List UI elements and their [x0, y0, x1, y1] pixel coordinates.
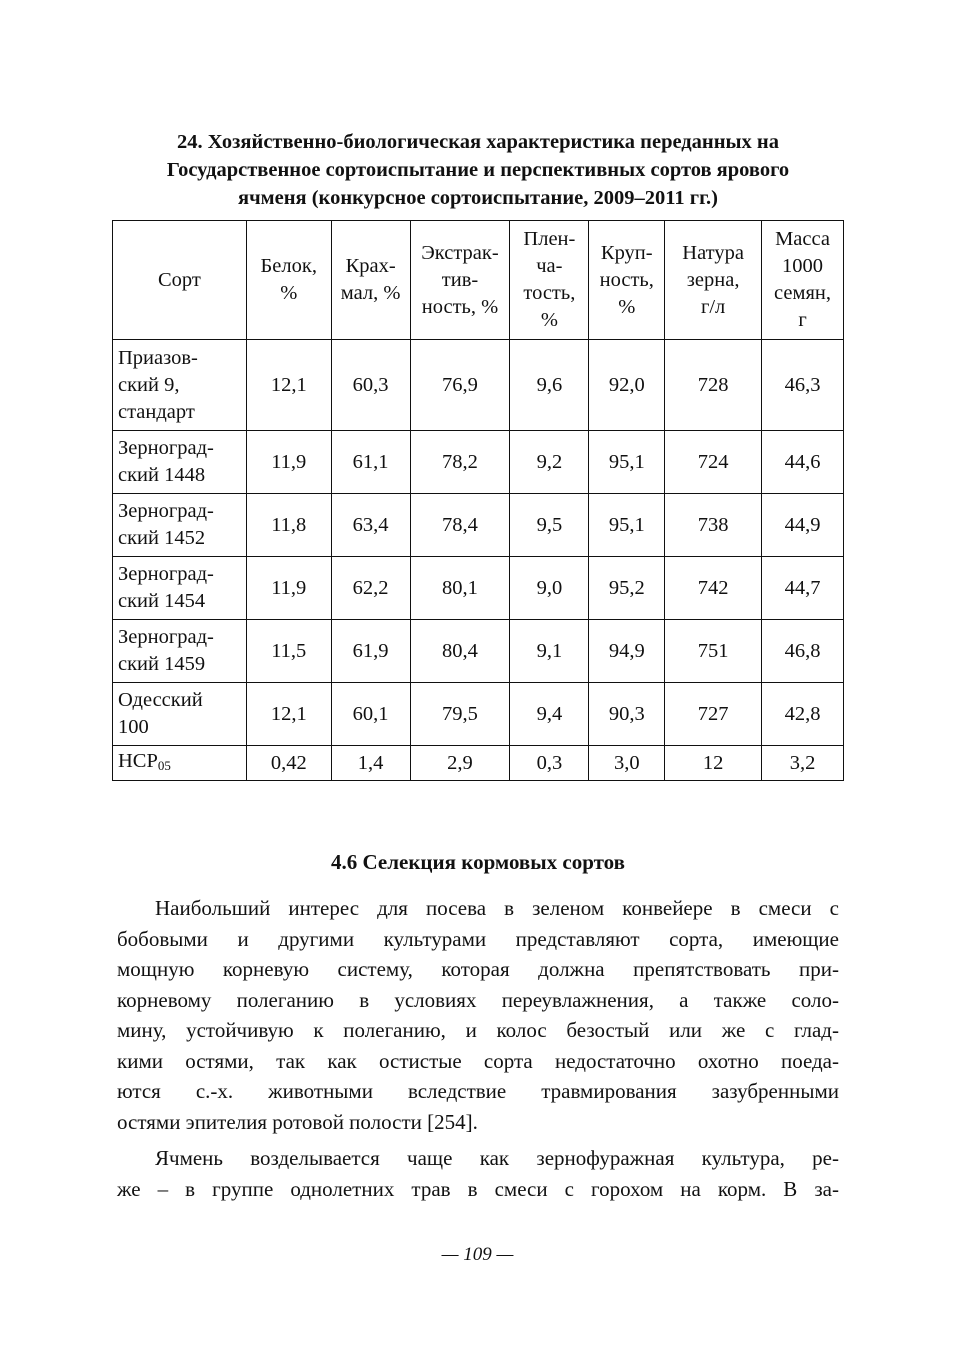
- table-cell: 44,6: [762, 431, 844, 494]
- header-protein: Белок, %: [246, 221, 331, 340]
- table-cell: 90,3: [589, 683, 665, 746]
- table-cell: 44,9: [762, 494, 844, 557]
- table-cell: 728: [665, 340, 762, 431]
- table-cell: 9,1: [510, 620, 589, 683]
- table-row: [113, 340, 844, 431]
- table-cell: 61,9: [331, 620, 410, 683]
- table-cell: 46,8: [762, 620, 844, 683]
- table-header-row: [113, 221, 844, 340]
- table-row: [113, 683, 844, 746]
- text-line: кими остями, так как остистые сорта недостаточно охотно поеда-: [117, 1048, 839, 1073]
- table-cell: 11,9: [246, 557, 331, 620]
- table-cell: 60,3: [331, 340, 410, 431]
- table-cell: 46,3: [762, 340, 844, 431]
- table-cell: 9,2: [510, 431, 589, 494]
- table-cell: 42,8: [762, 683, 844, 746]
- table-cell: 12,1: [246, 340, 331, 431]
- table-cell: 738: [665, 494, 762, 557]
- table-cell: 0,42: [246, 746, 331, 781]
- table-cell: 9,4: [510, 683, 589, 746]
- table-caption: [112, 128, 844, 212]
- header-thousand-seed-mass: Масса 1000 семян, г: [762, 221, 844, 340]
- table-cell: 92,0: [589, 340, 665, 431]
- text-line: мину, устойчивую к полеганию, и колос безостый или же с глад-: [117, 1018, 839, 1042]
- text-line: остями эпителия ротовой полости [254].: [117, 1109, 478, 1134]
- page-number: — 109 —: [441, 1244, 514, 1265]
- table-cell: 12: [665, 746, 762, 781]
- section-title: 4.6 Селекция кормовых сортов: [330, 850, 625, 874]
- table-cell: 61,1: [331, 431, 410, 494]
- table-cell: 11,8: [246, 494, 331, 557]
- table-cell: 1,4: [331, 746, 410, 781]
- sort-name: Зерноград- ский 1452: [113, 494, 247, 557]
- table-cell: 727: [665, 683, 762, 746]
- header-extractivity: Экстрак- тив- ность, %: [410, 221, 510, 340]
- text-line: же – в группе однолетних трав в смеси с горохом на корм. В за-: [117, 1176, 839, 1201]
- text-line: Ячмень возделывается чаще как зернофуражная культура, ре-: [155, 1146, 839, 1170]
- header-grain-nature: Натура зерна, г/л: [665, 221, 762, 340]
- table-row: [113, 620, 844, 683]
- table-cell: 2,9: [410, 746, 510, 781]
- hcp-row: [113, 746, 844, 781]
- table-cell: 3,0: [589, 746, 665, 781]
- caption-line-2: Государственное сортоиспытание и перспективных сортов ярового: [166, 159, 790, 181]
- table-cell: 751: [665, 620, 762, 683]
- text-line: мощную корневую систему, которая должна препятствовать при-: [117, 957, 839, 981]
- header-grain-size: Круп- ность, %: [589, 221, 665, 340]
- sort-name: Зерноград- ский 1454: [113, 557, 247, 620]
- header-sort: Сорт: [113, 221, 247, 340]
- table-cell: 742: [665, 557, 762, 620]
- table-cell: 80,1: [410, 557, 510, 620]
- header-filminess: Плен- ча- тость, %: [510, 221, 589, 340]
- sort-name: Одесский 100: [113, 683, 247, 746]
- table-cell: 44,7: [762, 557, 844, 620]
- text-line: бобовыми и другими культурами представляют сорта, имеющие: [117, 926, 839, 951]
- table-cell: 79,5: [410, 683, 510, 746]
- table-cell: 95,2: [589, 557, 665, 620]
- table-cell: 724: [665, 431, 762, 494]
- text-line: Наибольший интерес для посева в зеленом конвейере в смеси с: [155, 896, 839, 920]
- text-line: ются с.-х. животными вследствие травмирования зазубренными: [117, 1079, 839, 1103]
- table-cell: 95,1: [589, 494, 665, 557]
- table-row: [113, 494, 844, 557]
- header-starch: Крах- мал, %: [331, 221, 410, 340]
- caption-line-1: 24. Хозяйственно-биологическая характеристика переданных на: [177, 131, 779, 153]
- paragraph-2: [117, 1143, 839, 1204]
- table-cell: 60,1: [331, 683, 410, 746]
- table-cell: 9,5: [510, 494, 589, 557]
- table-cell: 62,2: [331, 557, 410, 620]
- table-cell: 63,4: [331, 494, 410, 557]
- table-cell: 78,4: [410, 494, 510, 557]
- barley-varieties-table: [112, 220, 844, 781]
- table-cell: 94,9: [589, 620, 665, 683]
- hcp-label: $НСР_{05}$: [113, 746, 247, 781]
- table-cell: 78,2: [410, 431, 510, 494]
- table-cell: 12,1: [246, 683, 331, 746]
- table-cell: 76,9: [410, 340, 510, 431]
- table-row: [113, 431, 844, 494]
- table-cell: 3,2: [762, 746, 844, 781]
- table-cell: 11,5: [246, 620, 331, 683]
- caption-line-3: ячменя (конкурсное сортоиспытание, 2009–2011 гг.): [237, 187, 719, 209]
- table-row: [113, 557, 844, 620]
- table-cell: 9,6: [510, 340, 589, 431]
- text-line: корневому полеганию в условиях переувлажнения, а также соло-: [117, 987, 839, 1012]
- sort-name: Зерноград- ский 1459: [113, 620, 247, 683]
- table-cell: 0,3: [510, 746, 589, 781]
- sort-name: Зерноград- ский 1448: [113, 431, 247, 494]
- table-cell: 80,4: [410, 620, 510, 683]
- sort-name: Приазов- ский 9, стандарт: [113, 340, 247, 431]
- table-cell: 95,1: [589, 431, 665, 494]
- table-cell: 11,9: [246, 431, 331, 494]
- table-cell: 9,0: [510, 557, 589, 620]
- paragraph-1: [117, 893, 839, 1137]
